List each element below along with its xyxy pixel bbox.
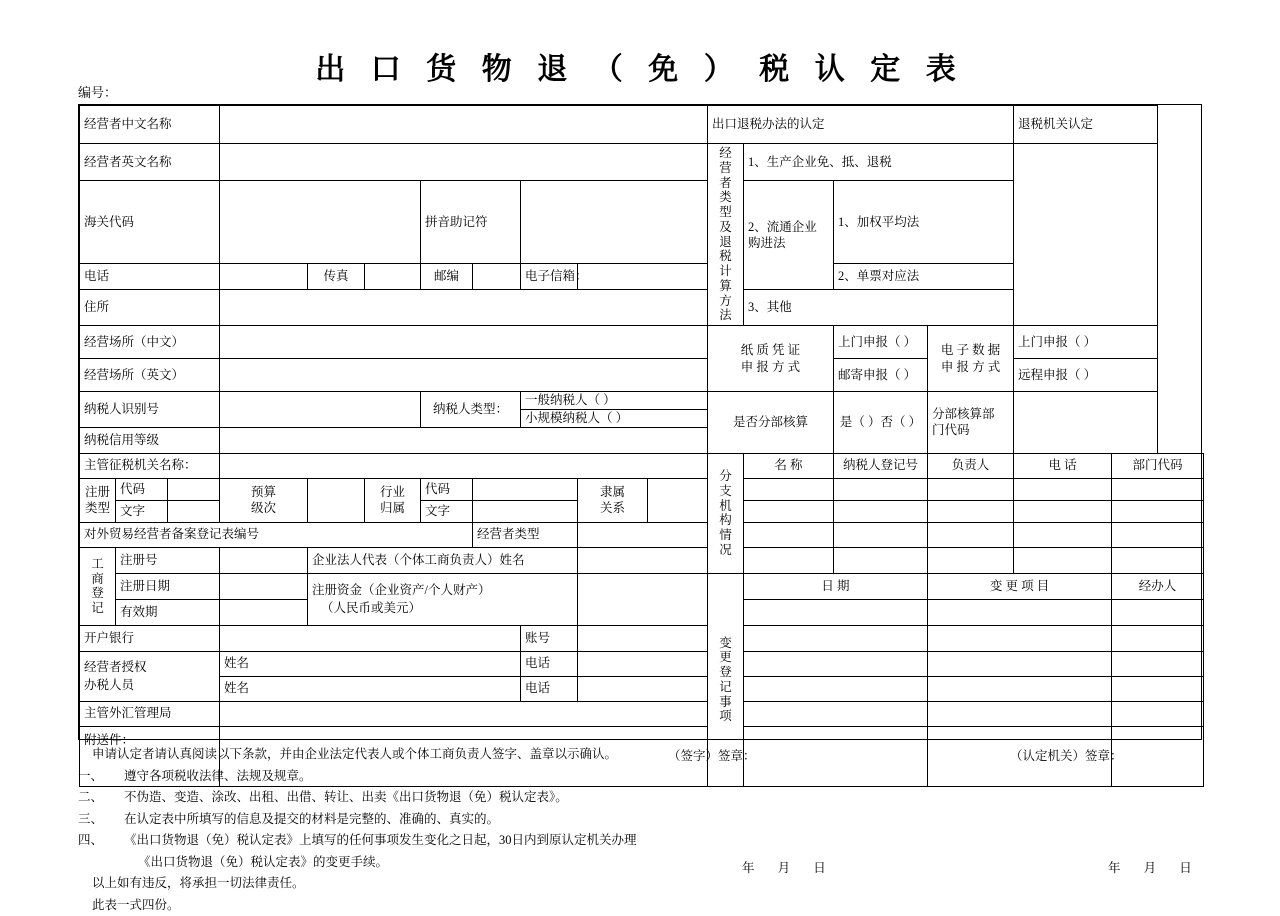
label-account-no: 账号 bbox=[521, 625, 578, 651]
input-account-no[interactable] bbox=[578, 625, 708, 651]
branch-row4-name[interactable] bbox=[744, 547, 834, 573]
label-postcode: 邮编 bbox=[421, 264, 473, 290]
input-industry-code[interactable] bbox=[473, 478, 578, 500]
branch-row1-manager[interactable] bbox=[928, 478, 1014, 500]
label-industry-text: 文字 bbox=[421, 500, 473, 522]
terms-tail-2: 此表一式四份。 bbox=[78, 895, 678, 916]
label-affiliation bbox=[578, 478, 648, 522]
branch-row4-phone[interactable] bbox=[1014, 547, 1112, 573]
terms-item-1-text: 遵守各项税收法律、法规及规章。 bbox=[124, 766, 678, 788]
option-edata-remote[interactable]: 远程申报（ ） bbox=[1014, 359, 1158, 392]
option-paper-mail[interactable]: 邮寄申报（ ） bbox=[834, 359, 928, 392]
label-agent1-name: 姓名 bbox=[220, 651, 521, 676]
serial-number-label: 编号： bbox=[78, 82, 117, 101]
input-reg-type-code[interactable] bbox=[168, 478, 220, 500]
affiliation-line1: 隶属 bbox=[582, 484, 643, 500]
change-row2-item[interactable] bbox=[928, 625, 1112, 651]
branch-row2-dept-code[interactable] bbox=[1112, 500, 1204, 522]
form-table-frame bbox=[78, 104, 1202, 740]
date-applicant-year: 年 bbox=[742, 861, 755, 875]
taxpayer-type-options bbox=[521, 392, 708, 428]
branch-row3-taxpayer-reg-no[interactable] bbox=[834, 522, 928, 547]
label-competent-tax-authority: 主管征税机关名称： bbox=[80, 453, 220, 478]
input-agent2-phone[interactable] bbox=[578, 676, 708, 701]
input-refund-authority-confirm[interactable] bbox=[1014, 144, 1158, 326]
option-taxpayer-general[interactable]: 一般纳税人（ ） bbox=[521, 392, 707, 410]
terms-lead: 申请认定者请认真阅读以下条款，并由企业法定代表人或个体工商负责人签字、盖章以示确认。 bbox=[78, 744, 678, 766]
label-reg-date: 注册日期 bbox=[116, 573, 220, 599]
branch-col-header-dept-code: 部门代码 bbox=[1112, 453, 1204, 478]
label-telephone: 电话 bbox=[80, 264, 220, 290]
date-line-applicant bbox=[742, 858, 846, 876]
operator-type-method-line2: 型 及 退 税 bbox=[712, 205, 739, 264]
change-row4-item[interactable] bbox=[928, 676, 1112, 701]
label-authorized-agent bbox=[80, 651, 220, 701]
label-method-3: 3、其他 bbox=[744, 290, 1014, 326]
branch-row2-taxpayer-reg-no[interactable] bbox=[834, 500, 928, 522]
label-operator-type-method bbox=[708, 144, 744, 326]
label-attachments: 附送件： bbox=[80, 726, 220, 786]
branch-row4-manager[interactable] bbox=[928, 547, 1014, 573]
affiliation-line2: 关系 bbox=[582, 500, 643, 516]
terms-item-3 bbox=[78, 809, 678, 831]
label-business-registration: 工 商 登 记 bbox=[80, 547, 116, 625]
label-refund-authority-confirm: 退税机关认定 bbox=[1014, 106, 1158, 144]
reg-capital-line1: 注册资金（企业资产/个人财产） bbox=[312, 581, 573, 600]
label-registration-type bbox=[80, 478, 116, 522]
method-2-line2: 购进法 bbox=[748, 235, 829, 251]
authorized-agent-line1: 经营者授权 bbox=[84, 658, 215, 676]
input-reg-type-text[interactable] bbox=[168, 500, 220, 522]
option-taxpayer-small[interactable]: 小规模纳税人（ ） bbox=[521, 410, 707, 427]
terms-item-2-num: 二、 bbox=[78, 787, 124, 809]
paper-declaration-line1: 纸 质 凭 证 bbox=[712, 342, 829, 358]
label-budget-level bbox=[220, 478, 308, 522]
label-taxpayer-type: 纳税人类型： bbox=[421, 392, 521, 428]
change-row1-handler[interactable] bbox=[1112, 599, 1204, 625]
label-tax-credit-rating: 纳税信用等级 bbox=[80, 427, 220, 453]
operator-type-method-line1: 经 营 者 类 bbox=[712, 146, 739, 205]
label-method-2-sub1: 1、加权平均法 bbox=[834, 181, 1014, 264]
terms-item-4-continued: 《出口货物退（免）税认定表》的变更手续。 bbox=[78, 852, 678, 874]
option-branch-accounting-answer[interactable]: 是（ ）否（ ） bbox=[834, 392, 928, 454]
edata-declaration-line2: 申 报 方 式 bbox=[932, 359, 1009, 375]
label-branch-dept-code bbox=[928, 392, 1014, 454]
edata-declaration-line1: 电 子 数 据 bbox=[932, 342, 1009, 358]
branch-row1-phone[interactable] bbox=[1014, 478, 1112, 500]
branch-col-header-manager: 负责人 bbox=[928, 453, 1014, 478]
label-premises-en: 经营场所（英文） bbox=[80, 359, 220, 392]
date-applicant-month: 月 bbox=[778, 861, 791, 875]
budget-level-line1: 预算 bbox=[224, 484, 303, 500]
input-industry-text[interactable] bbox=[473, 500, 578, 522]
paper-declaration-line2: 申 报 方 式 bbox=[712, 359, 829, 375]
terms-item-4-num: 四、 bbox=[78, 830, 124, 852]
change-row1-item[interactable] bbox=[928, 599, 1112, 625]
branch-dept-code-line1: 分部核算部 bbox=[932, 406, 1009, 422]
budget-level-line2: 级次 bbox=[224, 500, 303, 516]
label-agent2-name: 姓名 bbox=[220, 676, 521, 701]
terms-item-1-num: 一、 bbox=[78, 766, 124, 788]
label-branch-accounting-question: 是否分部核算 bbox=[708, 392, 834, 454]
input-reg-no[interactable] bbox=[220, 547, 308, 573]
change-row6-date[interactable] bbox=[744, 726, 928, 786]
input-legal-rep-name[interactable] bbox=[578, 547, 708, 573]
label-fax: 传真 bbox=[308, 264, 365, 290]
label-valid-period: 有效期 bbox=[116, 599, 220, 625]
label-reg-capital bbox=[308, 573, 578, 625]
label-premises-cn: 经营场所（中文） bbox=[80, 326, 220, 359]
change-row5-date[interactable] bbox=[744, 701, 928, 726]
option-paper-onsite[interactable]: 上门申报（ ） bbox=[834, 326, 928, 359]
label-change-section: 变 更 登 记 事 项 bbox=[708, 573, 744, 786]
branch-row2-name[interactable] bbox=[744, 500, 834, 522]
label-industry-code: 代码 bbox=[421, 478, 473, 500]
date-authority-day: 日 bbox=[1179, 861, 1192, 875]
label-method-2 bbox=[744, 181, 834, 290]
label-method-1: 1、生产企业免、抵、退税 bbox=[744, 144, 1014, 181]
method-2-line1: 2、流通企业 bbox=[748, 219, 829, 235]
terms-block bbox=[78, 744, 678, 916]
input-budget-level[interactable] bbox=[308, 478, 365, 522]
branch-row3-phone[interactable] bbox=[1014, 522, 1112, 547]
change-row6-handler[interactable] bbox=[1112, 726, 1204, 786]
label-reg-type-code: 代码 bbox=[116, 478, 168, 500]
label-foreign-trade-record-no: 对外贸易经营者备案登记表编号 bbox=[80, 522, 473, 547]
input-premises-en[interactable] bbox=[220, 359, 708, 392]
industry-line1: 行业 bbox=[369, 484, 416, 500]
branch-row1-dept-code[interactable] bbox=[1112, 478, 1204, 500]
input-operator-type[interactable] bbox=[578, 522, 708, 547]
input-operator-name-en[interactable] bbox=[220, 144, 708, 181]
branch-row3-manager[interactable] bbox=[928, 522, 1014, 547]
reg-capital-line2: （人民币或美元） bbox=[312, 599, 573, 618]
terms-item-3-text: 在认定表中所填写的信息及提交的材料是完整的、准确的、真实的。 bbox=[124, 809, 678, 831]
branch-row1-name[interactable] bbox=[744, 478, 834, 500]
date-authority-month: 月 bbox=[1144, 861, 1157, 875]
label-forex-authority: 主管外汇管理局 bbox=[80, 701, 220, 726]
change-row4-handler[interactable] bbox=[1112, 676, 1204, 701]
input-customs-code[interactable] bbox=[220, 181, 421, 264]
change-row4-date[interactable] bbox=[744, 676, 928, 701]
change-row5-item[interactable] bbox=[928, 701, 1112, 726]
change-col-header-date: 日 期 bbox=[744, 573, 928, 599]
label-reg-type-text: 文字 bbox=[116, 500, 168, 522]
change-row2-date[interactable] bbox=[744, 625, 928, 651]
input-telephone[interactable] bbox=[220, 264, 308, 290]
terms-item-3-num: 三、 bbox=[78, 809, 124, 831]
label-customs-code: 海关代码 bbox=[80, 181, 220, 264]
label-legal-rep-name: 企业法人代表（个体工商负责人）姓名 bbox=[308, 547, 578, 573]
label-operator-name-cn: 经营者中文名称 bbox=[80, 106, 220, 144]
label-pinyin-mnemonic: 拼音助记符 bbox=[421, 181, 521, 264]
label-export-refund-method: 出口退税办法的认定 bbox=[708, 106, 1014, 144]
input-forex-authority[interactable] bbox=[220, 701, 708, 726]
input-email[interactable] bbox=[578, 264, 708, 290]
branch-row4-taxpayer-reg-no[interactable] bbox=[834, 547, 928, 573]
label-email: 电子信箱： bbox=[521, 264, 578, 290]
input-valid-period[interactable] bbox=[220, 599, 308, 625]
change-col-header-item: 变 更 项 目 bbox=[928, 573, 1112, 599]
label-operator-name-en: 经营者英文名称 bbox=[80, 144, 220, 181]
input-taxpayer-id[interactable] bbox=[220, 392, 421, 428]
operator-type-method-line3: 计 算 方 法 bbox=[712, 264, 739, 323]
signature-applicant-label: （签字）签章： bbox=[668, 746, 756, 764]
input-operator-name-cn[interactable] bbox=[220, 106, 708, 144]
input-premises-cn[interactable] bbox=[220, 326, 708, 359]
branch-col-header-taxpayer-reg-no: 纳税人登记号 bbox=[834, 453, 928, 478]
label-agent1-phone: 电话 bbox=[521, 651, 578, 676]
input-address[interactable] bbox=[220, 290, 708, 326]
label-edata-declaration bbox=[928, 326, 1014, 392]
terms-item-2 bbox=[78, 787, 678, 809]
input-agent1-phone[interactable] bbox=[578, 651, 708, 676]
terms-tail-1: 以上如有违反，将承担一切法律责任。 bbox=[78, 873, 678, 895]
industry-line2: 归属 bbox=[369, 500, 416, 516]
label-paper-declaration bbox=[708, 326, 834, 392]
label-address: 住所 bbox=[80, 290, 220, 326]
option-edata-onsite[interactable]: 上门申报（ ） bbox=[1014, 326, 1158, 359]
label-operator-type: 经营者类型 bbox=[473, 522, 578, 547]
input-pinyin-mnemonic[interactable] bbox=[521, 181, 708, 264]
branch-row3-dept-code[interactable] bbox=[1112, 522, 1204, 547]
label-method-2-sub2: 2、单票对应法 bbox=[834, 264, 1014, 290]
terms-item-2-text: 不伪造、变造、涂改、出租、出借、转让、出卖《出口货物退（免）税认定表》。 bbox=[124, 787, 678, 809]
input-branch-dept-code[interactable] bbox=[1014, 392, 1158, 454]
change-row3-item[interactable] bbox=[928, 651, 1112, 676]
change-row2-handler[interactable] bbox=[1112, 625, 1204, 651]
change-col-header-handler: 经办人 bbox=[1112, 573, 1204, 599]
form-grid bbox=[79, 105, 1204, 787]
branch-row3-name[interactable] bbox=[744, 522, 834, 547]
input-bank[interactable] bbox=[220, 625, 521, 651]
change-row1-date[interactable] bbox=[744, 599, 928, 625]
signature-authority-label: （认定机关）签章： bbox=[1010, 746, 1123, 764]
date-authority-year: 年 bbox=[1108, 861, 1121, 875]
change-row5-handler[interactable] bbox=[1112, 701, 1204, 726]
label-reg-no: 注册号 bbox=[116, 547, 220, 573]
date-line-authority bbox=[1108, 858, 1212, 876]
input-reg-capital[interactable] bbox=[578, 573, 708, 625]
input-competent-tax-authority[interactable] bbox=[220, 453, 708, 478]
branch-row2-phone[interactable] bbox=[1014, 500, 1112, 522]
label-agent2-phone: 电话 bbox=[521, 676, 578, 701]
label-taxpayer-id: 纳税人识别号 bbox=[80, 392, 220, 428]
branch-row1-taxpayer-reg-no[interactable] bbox=[834, 478, 928, 500]
terms-item-4-text: 《出口货物退（免）税认定表》上填写的任何事项发生变化之日起，30日内到原认定机关办理 bbox=[124, 830, 678, 852]
change-row3-handler[interactable] bbox=[1112, 651, 1204, 676]
input-reg-date[interactable] bbox=[220, 573, 308, 599]
date-applicant-day: 日 bbox=[813, 861, 826, 875]
input-tax-credit-rating[interactable] bbox=[220, 427, 708, 453]
label-bank: 开户银行 bbox=[80, 625, 220, 651]
label-industry bbox=[365, 478, 421, 522]
branch-row4-dept-code[interactable] bbox=[1112, 547, 1204, 573]
registration-type-line2: 类型 bbox=[84, 500, 111, 516]
branch-col-header-name: 名 称 bbox=[744, 453, 834, 478]
input-affiliation[interactable] bbox=[648, 478, 708, 522]
change-row3-date[interactable] bbox=[744, 651, 928, 676]
input-fax[interactable] bbox=[365, 264, 421, 290]
input-postcode[interactable] bbox=[473, 264, 521, 290]
terms-item-4 bbox=[78, 830, 678, 852]
terms-item-1 bbox=[78, 766, 678, 788]
branch-row2-manager[interactable] bbox=[928, 500, 1014, 522]
authorized-agent-line2: 办税人员 bbox=[84, 676, 215, 694]
page-title: 出 口 货 物 退 （ 免 ） 税 认 定 表 bbox=[0, 44, 1280, 88]
branch-dept-code-line2: 门代码 bbox=[932, 422, 1009, 438]
registration-type-line1: 注册 bbox=[84, 484, 111, 500]
branch-col-header-phone: 电 话 bbox=[1014, 453, 1112, 478]
label-branch-section: 分 支 机 构 情 况 bbox=[708, 453, 744, 573]
